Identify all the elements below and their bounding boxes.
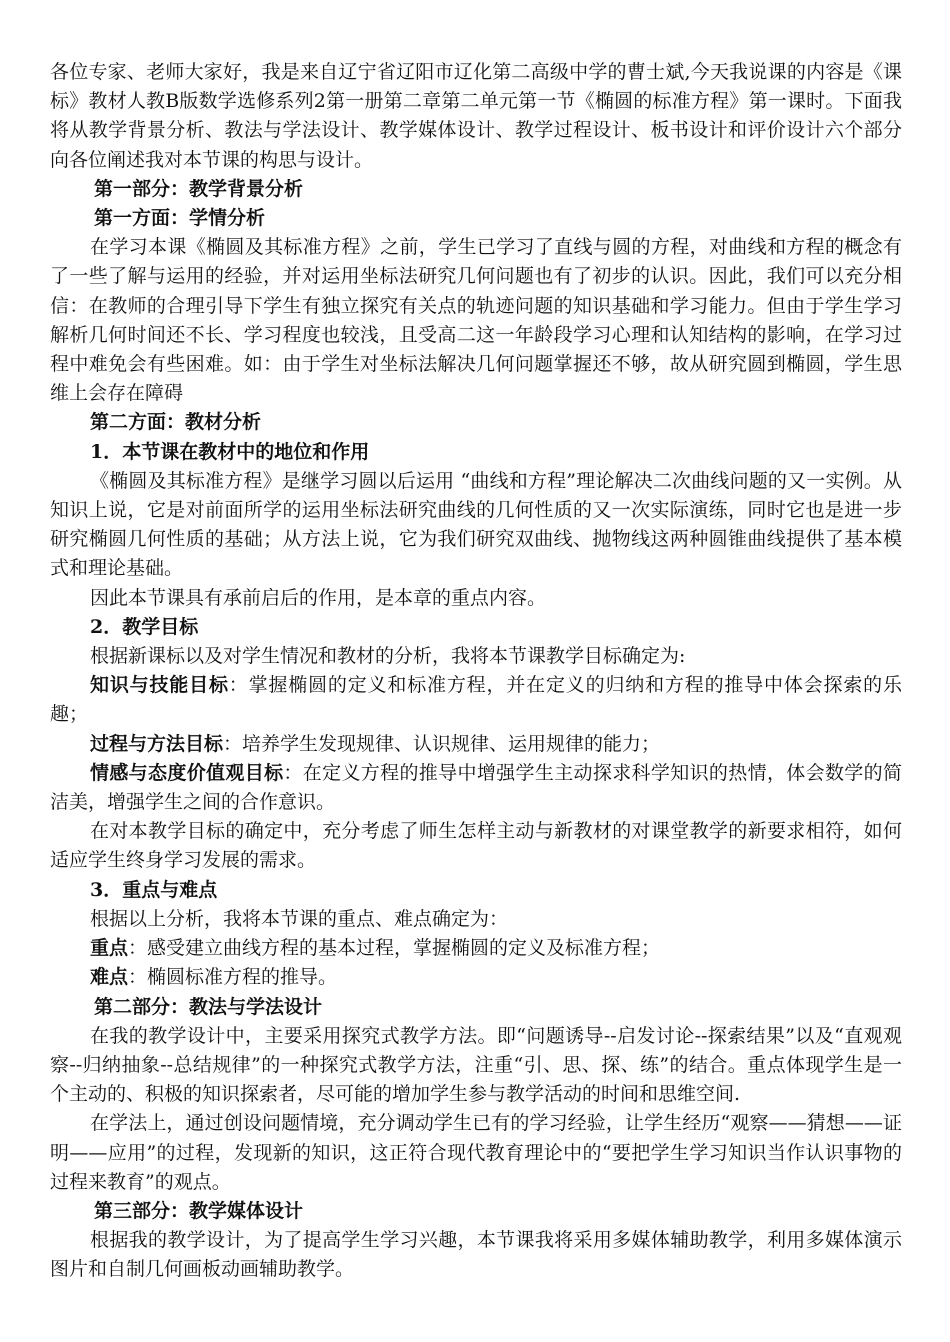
part2-paragraph-1: 在我的教学设计中，主要采用探究式教学方法。即“问题诱导--启发讨论--探索结果”以及“直观观察--归纳抽象--总结规律”的一种探究式教学方法，注重“引、思、探、练”的结合。重点体现学生是一个主动的、积极的知识探索者，尽可能的增加学生参与教学活动的时间和思维空间.: [50, 1024, 902, 1106]
key-point-text: ：感受建立曲线方程的基本过程，掌握椭圆的定义及标准方程；: [128, 937, 661, 960]
part3-heading: 第三部分：教学媒体设计: [94, 1199, 304, 1222]
aspect2-heading: 第二方面：教材分析: [90, 411, 262, 434]
section3-intro: 根据以上分析，我将本节课的重点、难点确定为：: [90, 907, 509, 930]
section2-heading: 2．教学目标: [90, 615, 199, 638]
goal-emotion-text: ：在定义方程的推导中增强学生主动探求科学知识的热情，体会数学的简洁美，增强学生之间的合作意识。: [50, 761, 902, 814]
part3-paragraph: 根据我的教学设计，为了提高学生学习兴趣，本节课我将采用多媒体辅助教学，利用多媒体演示图片和自制几何画板动画辅助教学。: [50, 1229, 902, 1281]
section1-conclusion: 因此本节课具有承前启后的作用，是本章的重点内容。: [90, 586, 547, 609]
difficulty-point: [50, 963, 902, 992]
section2-note: 在对本教学目标的确定中，充分考虑了师生怎样主动与新教材的对课堂教学的新要求相符，如何适应学生终身学习发展的需求。: [50, 820, 902, 872]
section1-paragraph: 《椭圆及其标准方程》是继学习圆以后运用 “曲线和方程”理论解决二次曲线问题的又一实例。从知识上说，它是对前面所学的运用坐标法研究曲线的几何性质的又一次实际演练，同时它也是进一步研究椭圆几何性质的基础；从方法上说，它为我们研究双曲线、抛物线这两种圆锥曲线提供了基本模式和理论基础。: [50, 469, 902, 580]
goal-knowledge: [50, 671, 902, 729]
goal-process: [50, 730, 902, 759]
goal-process-text: ：培养学生发现规律、认识规律、运用规律的能力；: [223, 732, 661, 755]
intro-paragraph: 各位专家、老师大家好，我是来自辽宁省辽阳市辽化第二高级中学的曹士斌,今天我说课的内容是《课标》教材人教B版数学选修系列2第一册第二章第二单元第一节《椭圆的标准方程》第一课时。下面我将从教学背景分析、教法与学法设计、教学媒体设计、教学过程设计、板书设计和评价设计六个部分向各位阐述我对本节课的构思与设计。: [50, 61, 902, 171]
goal-knowledge-text: ：掌握椭圆的定义和标准方程，并在定义的归纳和方程的推导中体会探索的乐趣；: [50, 674, 902, 726]
part2-paragraph-2: 在学法上，通过创设问题情境，充分调动学生已有的学习经验，让学生经历“观察——猜想——证明——应用”的过程，发现新的知识，这正符合现代教育理论中的“要把学生学习知识当作认识事物的过程来教育”的观点。: [50, 1112, 902, 1193]
section1-heading: 1．本节课在教材中的地位和作用: [90, 440, 370, 463]
part1-heading: 第一部分：教学背景分析: [94, 177, 304, 200]
difficulty-point-text: ：椭圆标准方程的推导。: [128, 966, 338, 989]
goal-emotion: [50, 759, 902, 817]
goal-emotion-label: 情感与态度价值观目标: [90, 761, 284, 784]
difficulty-point-label: 难点: [90, 966, 129, 989]
part2-heading: 第二部分：教法与学法设计: [94, 995, 323, 1018]
section2-intro: 根据新课标以及对学生情况和教材的分析，我将本节课教学目标确定为:: [90, 645, 686, 668]
key-point: [50, 934, 902, 963]
aspect1-paragraph: 在学习本课《椭圆及其标准方程》之前，学生已学习了直线与圆的方程，对曲线和方程的概念有了一些了解与运用的经验，并对运用坐标法研究几何问题也有了初步的认识。因此，我们可以充分相信：在教师的合理引导下学生有独立探究有关点的轨迹问题的知识基础和学习能力。但由于学生学习解析几何时间还不长、学习程度也较浅，且受高二这一年龄段学习心理和认知结构的影响，在学习过程中难免会有些困难。如：由于学生对坐标法解决几何问题掌握还不够，故从研究圆到椭圆，学生思维上会存在障碍: [50, 236, 902, 405]
aspect1-heading: 第一方面：学情分析: [94, 207, 266, 230]
section3-heading: 3．重点与难点: [90, 878, 218, 901]
goal-knowledge-label: 知识与技能目标: [90, 674, 229, 697]
key-point-label: 重点: [90, 937, 129, 960]
goal-process-label: 过程与方法目标: [90, 732, 224, 755]
